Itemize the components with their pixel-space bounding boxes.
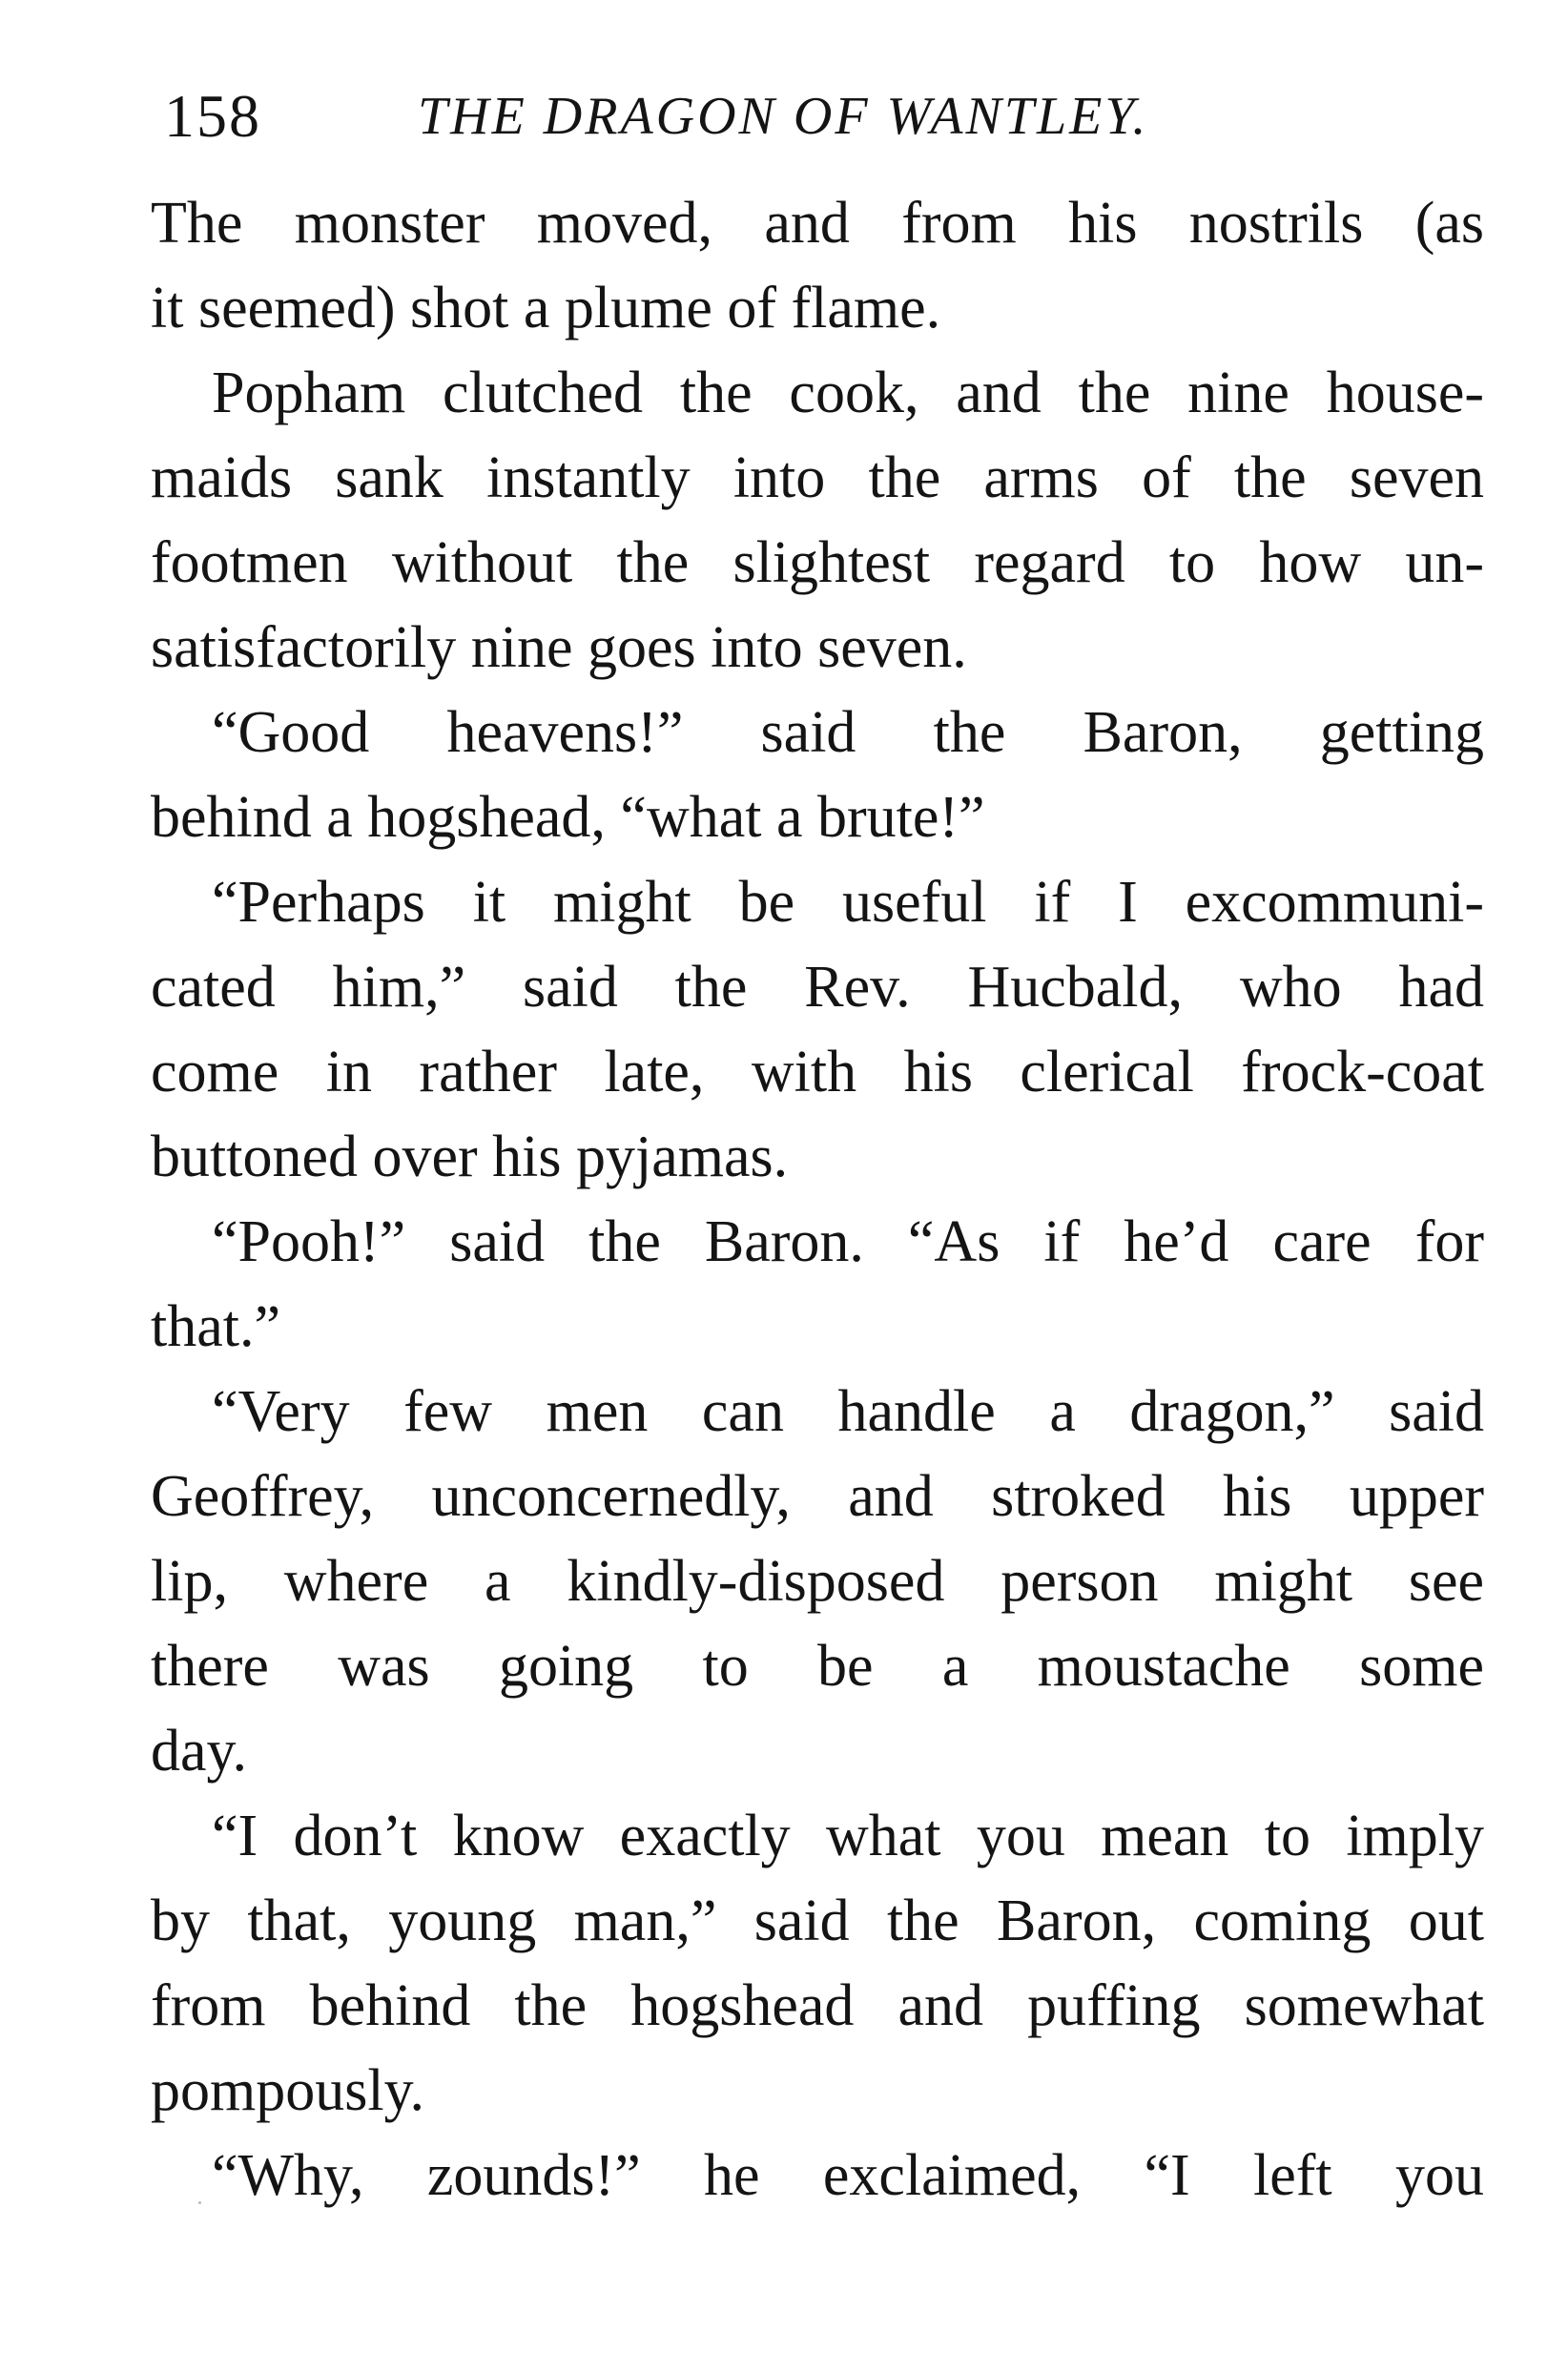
text-line: day.	[151, 1719, 247, 1784]
text-line: come in rather late, with his clerical frock-coat	[151, 1040, 1484, 1104]
paper-speck	[198, 2201, 201, 2204]
running-title: THE DRAGON OF WANTLEY.	[418, 87, 1149, 146]
text-line: cated him,” said the Rev. Hucbald, who had	[151, 955, 1484, 1020]
text-line: satisfactorily nine goes into seven.	[151, 615, 967, 680]
page-header	[151, 59, 1482, 174]
text-line: by that, young man,” said the Baron, coming out	[151, 1888, 1484, 1953]
text-line: Popham clutched the cook, and the nine house-	[212, 361, 1484, 425]
page-number: 158	[164, 82, 261, 150]
text-line: buttoned over his pyjamas.	[151, 1125, 789, 1189]
text-line: “Good heavens!” said the Baron, getting	[212, 700, 1484, 765]
text-line: behind a hogshead, “what a brute!”	[151, 785, 985, 850]
text-line: “Pooh!” said the Baron. “As if he’d care for	[212, 1209, 1484, 1274]
text-line: that.”	[151, 1294, 280, 1359]
text-line: Geoffrey, unconcernedly, and stroked his upper	[151, 1464, 1484, 1529]
text-line: maids sank instantly into the arms of the seven	[151, 445, 1484, 510]
text-line: “Why, zounds!” he exclaimed, “I left you	[212, 2143, 1484, 2208]
text-line: from behind the hogshead and puffing somewhat	[151, 1973, 1484, 2038]
text-line: “Very few men can handle a dragon,” said	[212, 1379, 1484, 1444]
body-text	[151, 181, 1484, 2218]
text-line: it seemed) shot a plume of flame.	[151, 276, 941, 340]
text-line: lip, where a kindly-disposed person might see	[151, 1549, 1484, 1614]
text-line: pompously.	[151, 2058, 425, 2123]
text-line: The monster moved, and from his nostrils (as	[151, 191, 1484, 256]
text-line: footmen without the slightest regard to how un-	[151, 530, 1484, 595]
text-line: “I don’t know exactly what you mean to imply	[212, 1804, 1484, 1868]
text-line: “Perhaps it might be useful if I excommuni-	[212, 870, 1484, 935]
text-line: there was going to be a moustache some	[151, 1634, 1484, 1699]
